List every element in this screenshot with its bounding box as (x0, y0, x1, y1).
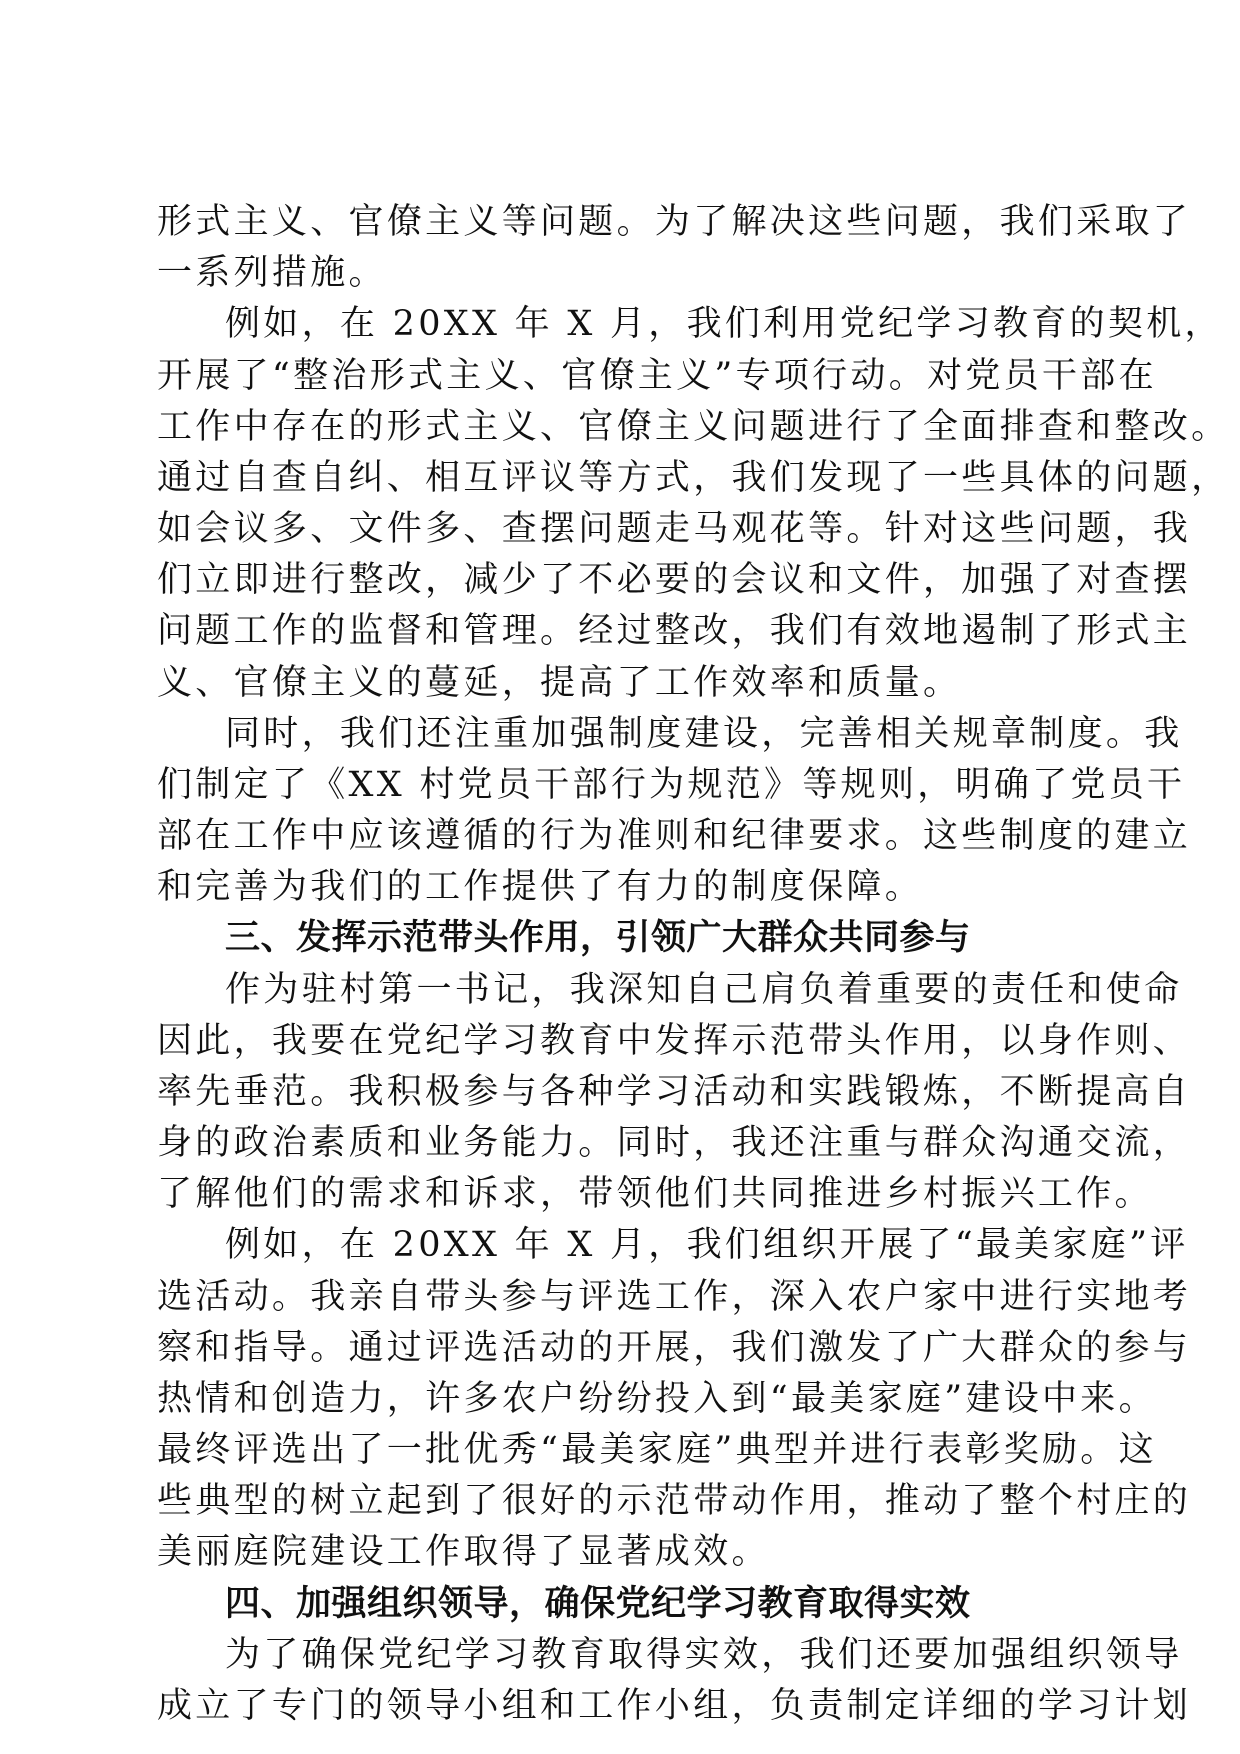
body-text-line: 一系列措施。 (157, 253, 387, 293)
body-text-line: 问题工作的监督和管理。经过整改，我们有效地遏制了形式主 (157, 611, 1192, 651)
body-text-line: 因此，我要在党纪学习教育中发挥示范带头作用，以身作则、 (157, 1021, 1192, 1061)
paragraph-start-line: 作为驻村第一书记，我深知自己肩负着重要的责任和使命 (225, 970, 1183, 1010)
paragraph-start-line: 为了确保党纪学习教育取得实效，我们还要加强组织领导 (225, 1635, 1183, 1675)
paragraph-start-line: 例如，在 20XX 年 X 月，我们利用党纪学习教育的契机， (225, 304, 1223, 344)
body-text-line: 形式主义、官僚主义等问题。为了解决这些问题，我们采取了 (157, 202, 1192, 242)
body-text-line: 和完善为我们的工作提供了有力的制度保障。 (157, 867, 924, 907)
body-text-line: 如会议多、文件多、查摆问题走马观花等。针对这些问题，我 (157, 509, 1192, 549)
body-text-line: 部在工作中应该遵循的行为准则和纪律要求。这些制度的建立 (157, 816, 1192, 856)
paragraph-start-line: 例如，在 20XX 年 X 月，我们组织开展了“最美家庭”评 (225, 1225, 1189, 1265)
body-text-line: 们制定了《XX 村党员干部行为规范》等规则，明确了党员干 (157, 765, 1186, 805)
body-text-line: 们立即进行整改，减少了不必要的会议和文件，加强了对查摆 (157, 560, 1192, 600)
body-text-line: 通过自查自纠、相互评议等方式，我们发现了一些具体的问题， (157, 458, 1230, 498)
body-text-line: 工作中存在的形式主义、官僚主义问题进行了全面排查和整改。 (157, 407, 1230, 447)
body-text-line: 成立了专门的领导小组和工作小组，负责制定详细的学习计划 (157, 1686, 1192, 1726)
body-text-line: 开展了“整治形式主义、官僚主义”专项行动。对党员干部在 (157, 356, 1157, 396)
body-text-line: 选活动。我亲自带头参与评选工作，深入农户家中进行实地考 (157, 1277, 1192, 1317)
body-text-line: 最终评选出了一批优秀“最美家庭”典型并进行表彰奖励。这 (157, 1430, 1157, 1470)
body-text-line: 些典型的树立起到了很好的示范带动作用，推动了整个村庄的 (157, 1481, 1192, 1521)
body-text-line: 热情和创造力，许多农户纷纷投入到“最美家庭”建设中来。 (157, 1379, 1157, 1419)
body-text-line: 美丽庭院建设工作取得了显著成效。 (157, 1532, 770, 1572)
section-heading: 四、加强组织领导，确保党纪学习教育取得实效 (225, 1584, 971, 1624)
body-text-line: 义、官僚主义的蔓延，提高了工作效率和质量。 (157, 663, 962, 703)
body-text-line: 身的政治素质和业务能力。同时，我还注重与群众沟通交流， (157, 1123, 1192, 1163)
section-heading: 三、发挥示范带头作用，引领广大群众共同参与 (225, 918, 971, 958)
body-text-line: 察和指导。通过评选活动的开展，我们激发了广大群众的参与 (157, 1328, 1192, 1368)
body-text-line: 了解他们的需求和诉求，带领他们共同推进乡村振兴工作。 (157, 1174, 1153, 1214)
paragraph-start-line: 同时，我们还注重加强制度建设，完善相关规章制度。我 (225, 714, 1183, 754)
body-text-line: 率先垂范。我积极参与各种学习活动和实践锻炼，不断提高自 (157, 1072, 1192, 1112)
